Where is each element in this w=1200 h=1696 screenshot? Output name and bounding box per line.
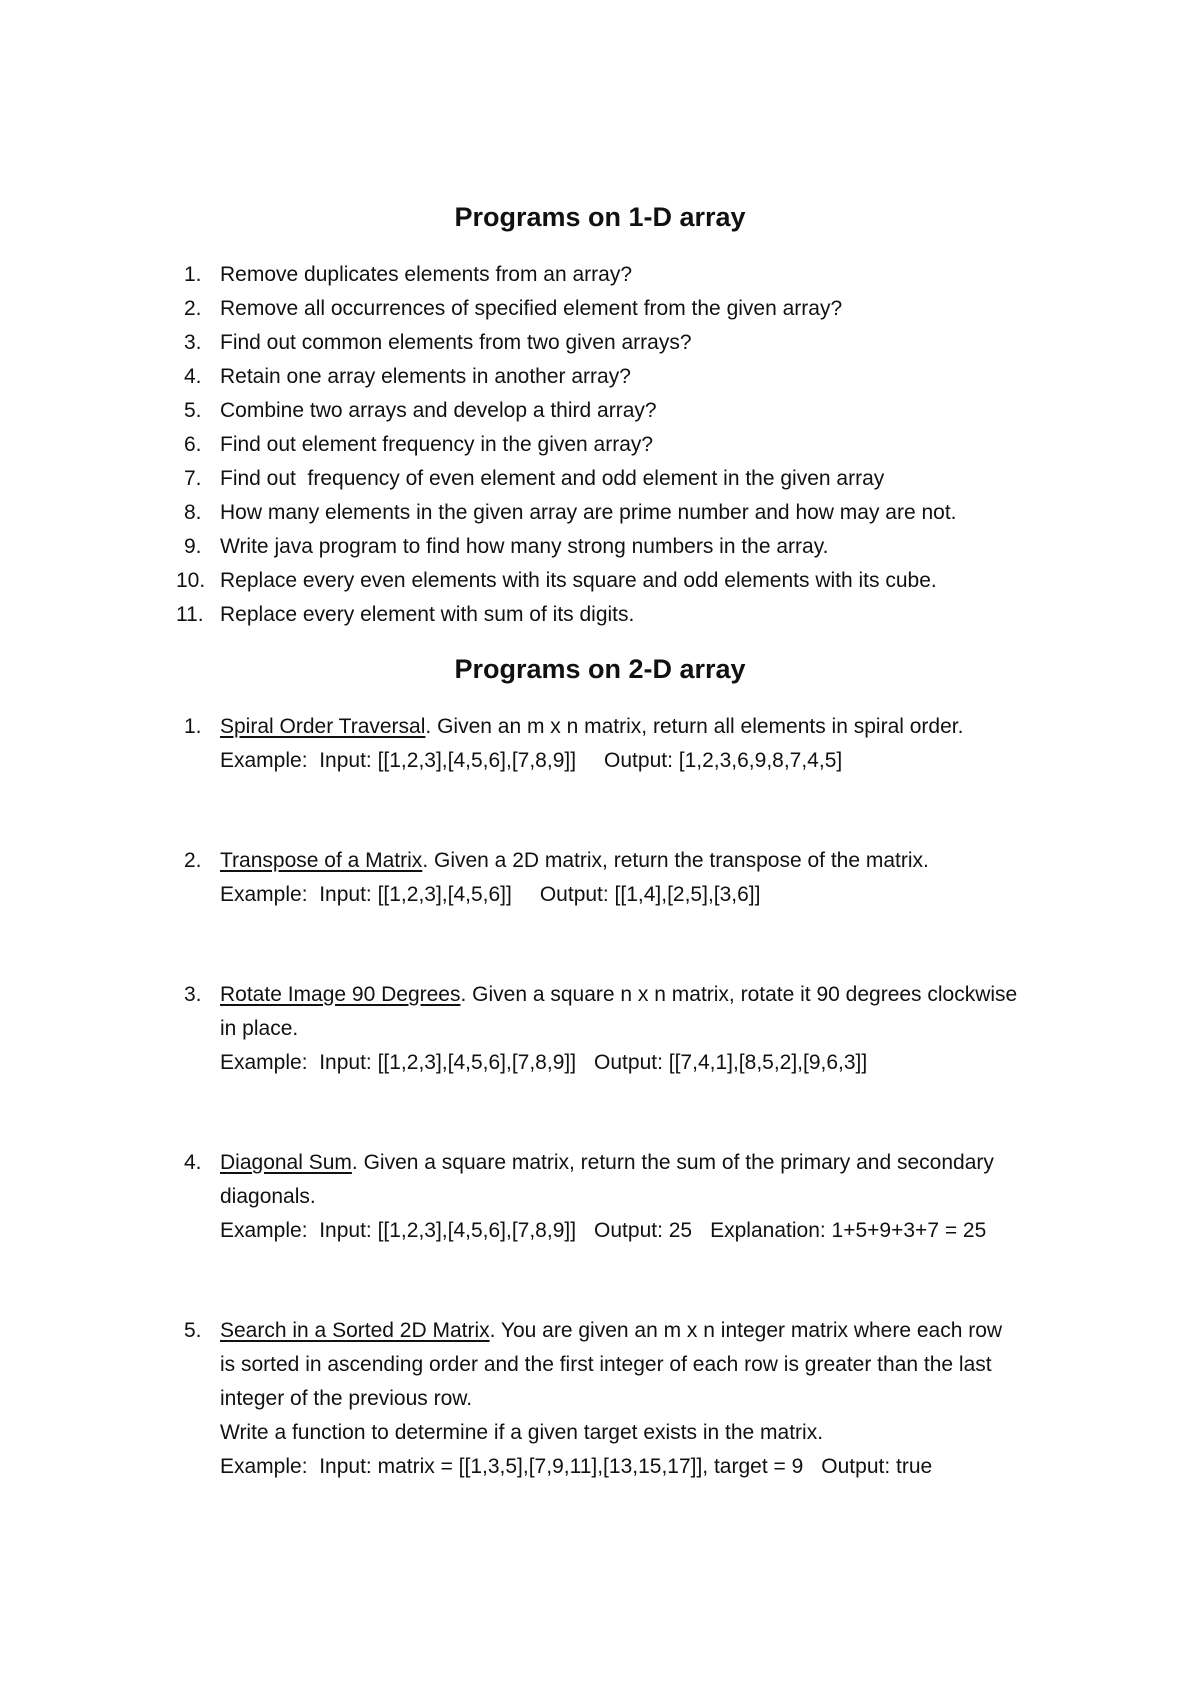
item-number: 1. [184, 715, 202, 738]
description-text: . Given a 2D matrix, return the transpose of the matrix. [422, 849, 929, 872]
problem-link-search-in-a-sorted-2d-matrix[interactable]: Search in a Sorted 2D Matrix [220, 1319, 490, 1342]
item-number: 4. [184, 1151, 202, 1174]
example-output: Output: 25 [594, 1219, 693, 1242]
item-text: Find out common elements from two given arrays? [220, 331, 692, 354]
example-line [220, 1450, 1096, 1484]
item-description [220, 1146, 1096, 1180]
list-item [176, 462, 1096, 496]
item-number: 2. [184, 297, 202, 320]
item-number: 7. [184, 467, 202, 490]
item-number: 4. [184, 365, 202, 388]
item-number: 8. [184, 501, 202, 524]
example-line [220, 1046, 1096, 1080]
problem-link-spiral-order-traversal[interactable]: Spiral Order Traversal [220, 715, 426, 738]
item-number: 9. [184, 535, 202, 558]
item-text: Remove duplicates elements from an array? [220, 263, 633, 286]
list-item [176, 844, 1096, 912]
list-item [176, 710, 1096, 778]
example-input: Example: Input: [[1,2,3],[4,5,6]] [220, 883, 512, 906]
list-item [176, 326, 1096, 360]
item-text: Retain one array elements in another array? [220, 365, 631, 388]
example-line [220, 1214, 1096, 1248]
problem-link-rotate-image-90-degrees[interactable]: Rotate Image 90 Degrees [220, 983, 461, 1006]
example-output: Output: [1,2,3,6,9,8,7,4,5] [604, 749, 843, 772]
section-title-2d: Programs on 2-D array [454, 654, 746, 684]
item-description [220, 844, 1096, 878]
list-item [176, 292, 1096, 326]
list-item [176, 598, 1096, 632]
description-text: . Given a square n x n matrix, rotate it 90 degrees clockwise [460, 983, 1018, 1006]
example-output: Output: [[1,4],[2,5],[3,6]] [539, 883, 761, 906]
list-item [176, 496, 1096, 530]
problem-link-diagonal-sum[interactable]: Diagonal Sum [220, 1151, 352, 1174]
description-continuation: integer of the previous row. [220, 1387, 473, 1410]
section-title-1d: Programs on 1-D array [454, 202, 746, 232]
item-text: Replace every element with sum of its digits. [220, 603, 635, 626]
list-1d-programs [176, 258, 1096, 632]
item-text: Replace every even elements with its square and odd elements with its cube. [220, 569, 937, 592]
example-line [220, 878, 1096, 912]
item-description [220, 710, 1096, 744]
description-continuation: is sorted in ascending order and the first integer of each row is greater than the last [220, 1353, 992, 1376]
description-text: . Given an m x n matrix, return all elements in spiral order. [425, 715, 964, 738]
example-input: Example: Input: matrix = [[1,3,5],[7,9,11],[13,15,17]], target = 9 [220, 1455, 804, 1478]
item-number: 10. [176, 569, 206, 592]
description-continuation: Write a function to determine if a given target exists in the matrix. [220, 1421, 824, 1444]
item-number: 5. [184, 1319, 202, 1342]
description-continuation: in place. [220, 1017, 299, 1040]
item-number: 1. [184, 263, 202, 286]
example-output: Output: true [821, 1455, 933, 1478]
item-number: 3. [184, 983, 202, 1006]
list-item [176, 428, 1096, 462]
item-text: Write java program to find how many strong numbers in the array. [220, 535, 829, 558]
list-item [176, 1314, 1096, 1484]
item-description [220, 978, 1096, 1012]
item-text: Find out element frequency in the given array? [220, 433, 654, 456]
example-output: Output: [[7,4,1],[8,5,2],[9,6,3]] [594, 1051, 868, 1074]
list-item [176, 394, 1096, 428]
item-text: Remove all occurrences of specified element from the given array? [220, 297, 843, 320]
item-text: Combine two arrays and develop a third array? [220, 399, 657, 422]
item-text: How many elements in the given array are prime number and how may are not. [220, 501, 957, 524]
example-explanation: Explanation: 1+5+9+3+7 = 25 [710, 1219, 987, 1242]
item-number: 2. [184, 849, 202, 872]
list-item [176, 564, 1096, 598]
item-text: Find out frequency of even element and odd element in the given array [220, 467, 885, 490]
item-description [220, 1314, 1096, 1348]
list-item [176, 1146, 1096, 1248]
list-item [176, 360, 1096, 394]
example-line [220, 744, 1096, 778]
list-item [176, 978, 1096, 1080]
item-number: 3. [184, 331, 202, 354]
description-text: . Given a square matrix, return the sum of the primary and secondary [351, 1151, 994, 1174]
item-number: 11. [176, 603, 204, 626]
description-text: . You are given an m x n integer matrix where each row [489, 1319, 1003, 1342]
item-number: 6. [184, 433, 202, 456]
problem-link-transpose-of-a-matrix[interactable]: Transpose of a Matrix [220, 849, 423, 872]
example-input: Example: Input: [[1,2,3],[4,5,6],[7,8,9]] [220, 749, 577, 772]
example-input: Example: Input: [[1,2,3],[4,5,6],[7,8,9]] [220, 1219, 577, 1242]
description-continuation: diagonals. [220, 1185, 316, 1208]
item-number: 5. [184, 399, 202, 422]
list-item [176, 258, 1096, 292]
list-item [176, 530, 1096, 564]
example-input: Example: Input: [[1,2,3],[4,5,6],[7,8,9]] [220, 1051, 577, 1074]
